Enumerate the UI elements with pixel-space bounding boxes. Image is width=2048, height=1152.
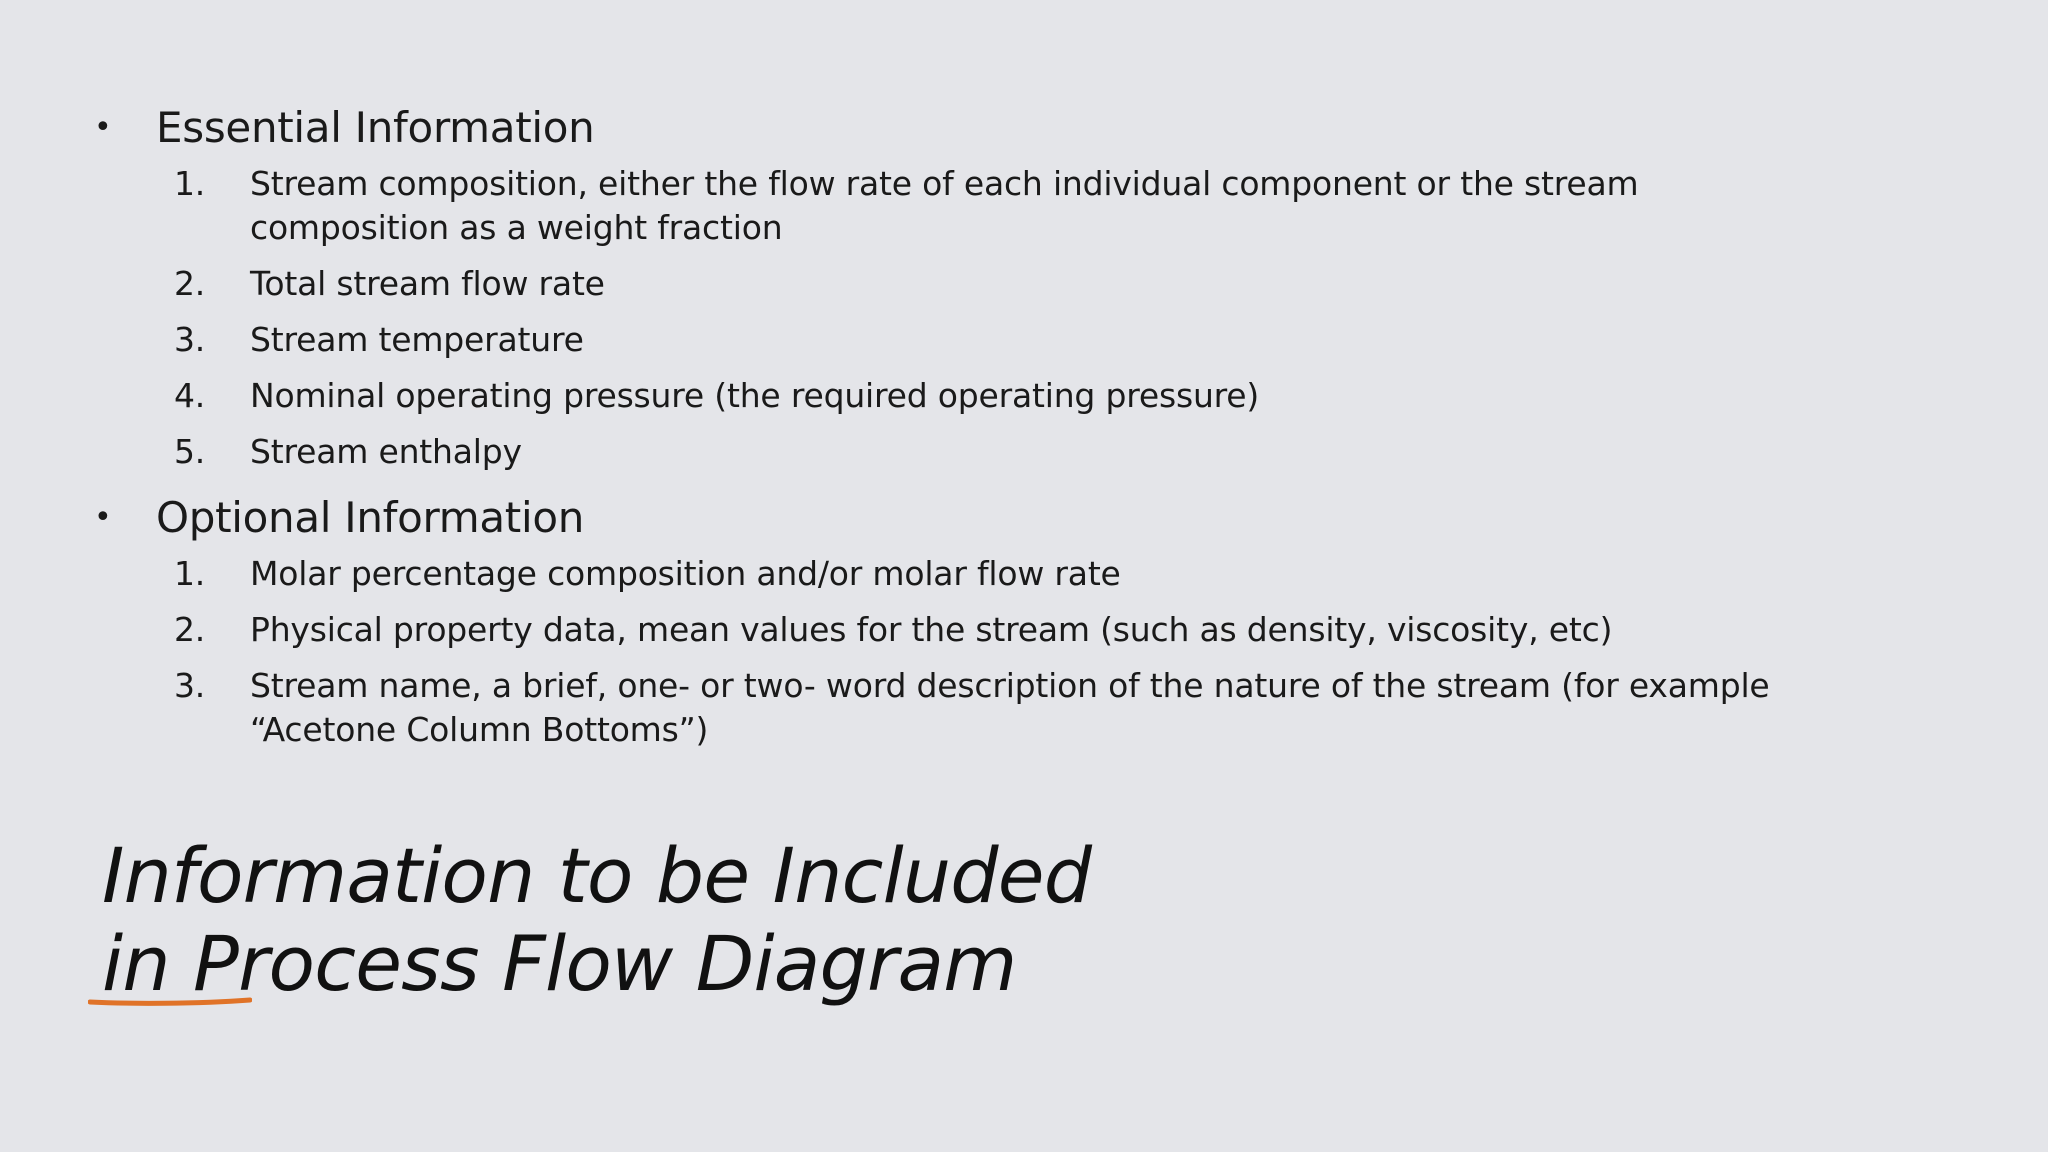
list-item bbox=[94, 552, 1954, 596]
item-number: 4. bbox=[174, 376, 206, 415]
slide-title-line-1: Information to be Included bbox=[102, 831, 1092, 920]
list-item bbox=[94, 374, 1954, 418]
item-number: 2. bbox=[174, 264, 206, 303]
item-text: Stream enthalpy bbox=[250, 432, 522, 471]
essential-list bbox=[94, 162, 1954, 474]
item-number: 3. bbox=[174, 666, 206, 705]
slide-title bbox=[102, 832, 1091, 1008]
item-text: Stream composition, either the flow rate of each individual component or the stream composition as a weight fraction bbox=[250, 164, 1639, 247]
item-number: 3. bbox=[174, 320, 206, 359]
content-body bbox=[94, 98, 1954, 764]
item-text: Molar percentage composition and/or molar flow rate bbox=[250, 554, 1121, 593]
optional-section bbox=[94, 488, 1954, 752]
item-number: 1. bbox=[174, 164, 206, 203]
essential-header bbox=[94, 98, 1954, 158]
item-number: 5. bbox=[174, 432, 206, 471]
bullet-icon: • bbox=[94, 500, 112, 535]
slide-title-line-2: in Process Flow Diagram bbox=[102, 919, 1017, 1008]
accent-underline bbox=[88, 994, 252, 1008]
item-number: 2. bbox=[174, 610, 206, 649]
optional-list bbox=[94, 552, 1954, 752]
item-number: 1. bbox=[174, 554, 206, 593]
item-text: Stream temperature bbox=[250, 320, 584, 359]
item-text: Total stream flow rate bbox=[250, 264, 605, 303]
optional-header bbox=[94, 488, 1954, 548]
item-text: Nominal operating pressure (the required operating pressure) bbox=[250, 376, 1260, 415]
list-item bbox=[94, 262, 1954, 306]
list-item bbox=[94, 318, 1954, 362]
accent-underline-stroke bbox=[90, 1000, 250, 1003]
essential-section bbox=[94, 98, 1954, 474]
item-text: Physical property data, mean values for the stream (such as density, viscosity, etc) bbox=[250, 610, 1613, 649]
optional-heading: Optional Information bbox=[156, 493, 585, 542]
bullet-icon: • bbox=[94, 110, 112, 145]
list-item bbox=[94, 162, 1954, 250]
item-text: Stream name, a brief, one- or two- word description of the nature of the stream (for example “Acetone Column Bottoms”) bbox=[250, 666, 1770, 749]
list-item bbox=[94, 430, 1954, 474]
list-item bbox=[94, 608, 1954, 652]
list-item bbox=[94, 664, 1954, 752]
essential-heading: Essential Information bbox=[156, 103, 595, 152]
